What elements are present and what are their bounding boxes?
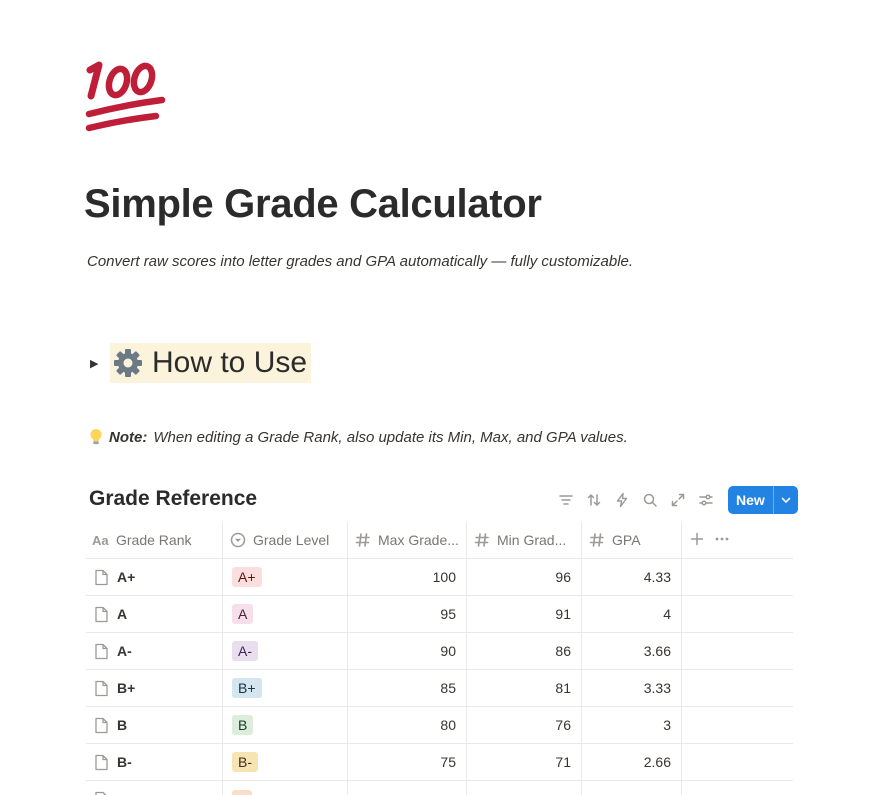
svg-text:Aa: Aa xyxy=(92,533,109,547)
grade-rank-cell[interactable] xyxy=(86,781,223,795)
min-grade-cell xyxy=(467,781,582,795)
gpa-cell[interactable]: 3.66 xyxy=(582,633,682,669)
empty-cell xyxy=(682,596,793,632)
grade-level-cell[interactable] xyxy=(223,707,348,743)
gpa-cell[interactable]: 3.33 xyxy=(582,670,682,706)
how-to-use-toggle[interactable] xyxy=(90,343,311,383)
table-row[interactable] xyxy=(86,596,793,633)
grade-reference-table xyxy=(86,522,793,795)
empty-cell xyxy=(682,707,793,743)
grade-level-tag: A- xyxy=(232,641,258,661)
column-label: GPA xyxy=(612,532,641,548)
lightbulb-icon xyxy=(89,428,103,446)
grade-level-tag: B- xyxy=(232,752,258,772)
sort-icon[interactable] xyxy=(580,486,608,514)
column-header-min-grade[interactable] xyxy=(467,522,582,558)
empty-cell xyxy=(682,744,793,780)
max-grade-cell[interactable]: 80 xyxy=(348,707,467,743)
gpa-cell xyxy=(582,781,682,795)
grade-rank-cell[interactable] xyxy=(86,670,223,706)
text-property-icon xyxy=(92,531,110,549)
gpa-cell[interactable]: 4 xyxy=(582,596,682,632)
grade-level-cell[interactable] xyxy=(223,781,348,795)
expand-icon[interactable] xyxy=(664,486,692,514)
empty-cell xyxy=(682,781,793,795)
grade-rank-cell[interactable] xyxy=(86,707,223,743)
grade-rank-cell[interactable] xyxy=(86,559,223,595)
page-title[interactable]: Simple Grade Calculator xyxy=(84,182,542,226)
min-grade-cell[interactable]: 91 xyxy=(467,596,582,632)
table-header-row xyxy=(86,522,793,559)
grade-rank-text: B- xyxy=(117,754,132,770)
database-toolbar xyxy=(552,486,798,514)
grade-level-cell[interactable] xyxy=(223,633,348,669)
max-grade-cell[interactable]: 85 xyxy=(348,670,467,706)
grade-rank-text: A- xyxy=(117,643,132,659)
column-actions xyxy=(682,522,793,558)
column-label: Grade Rank xyxy=(116,532,192,548)
table-row[interactable] xyxy=(86,559,793,596)
empty-cell xyxy=(682,559,793,595)
grade-level-tag: A xyxy=(232,604,253,624)
new-button-label[interactable]: New xyxy=(736,492,765,508)
note-text: When editing a Grade Rank, also update its Min, Max, and GPA values. xyxy=(153,428,628,446)
grade-level-tag xyxy=(232,790,252,795)
toggle-arrow-icon[interactable]: ▶ xyxy=(90,357,99,370)
min-grade-cell[interactable]: 76 xyxy=(467,707,582,743)
column-header-grade-level[interactable] xyxy=(223,522,348,558)
page-icon xyxy=(94,643,109,660)
gpa-cell[interactable]: 4.33 xyxy=(582,559,682,595)
grade-level-cell[interactable] xyxy=(223,559,348,595)
column-label: Min Grad... xyxy=(497,532,567,548)
select-property-icon xyxy=(229,531,247,549)
empty-cell xyxy=(682,670,793,706)
grade-rank-text: B xyxy=(117,717,128,733)
chevron-down-icon[interactable] xyxy=(774,486,798,514)
page-icon xyxy=(94,791,109,795)
grade-level-tag: B+ xyxy=(232,678,262,698)
column-header-grade-rank[interactable] xyxy=(86,522,223,558)
toggle-heading[interactable] xyxy=(110,343,311,383)
table-row[interactable] xyxy=(86,744,793,781)
number-property-icon xyxy=(473,531,491,549)
grade-level-tag: A+ xyxy=(232,567,262,587)
column-header-gpa[interactable] xyxy=(582,522,682,558)
grade-level-cell[interactable] xyxy=(223,744,348,780)
table-row[interactable] xyxy=(86,633,793,670)
note-callout xyxy=(89,428,628,446)
database-title[interactable]: Grade Reference xyxy=(89,487,258,510)
max-grade-cell[interactable]: 75 xyxy=(348,744,467,780)
filter-icon[interactable] xyxy=(552,486,580,514)
grade-level-cell[interactable] xyxy=(223,596,348,632)
max-grade-cell[interactable]: 95 xyxy=(348,596,467,632)
page-icon xyxy=(94,680,109,697)
page-icon xyxy=(94,717,109,734)
min-grade-cell[interactable]: 86 xyxy=(467,633,582,669)
empty-cell xyxy=(682,633,793,669)
table-row[interactable] xyxy=(86,670,793,707)
grade-level-tag: B xyxy=(232,715,253,735)
number-property-icon xyxy=(588,531,606,549)
table-row-partial[interactable] xyxy=(86,781,793,795)
search-icon[interactable] xyxy=(636,486,664,514)
table-row[interactable] xyxy=(86,707,793,744)
max-grade-cell[interactable]: 100 xyxy=(348,559,467,595)
note-label: Note: xyxy=(109,428,148,446)
min-grade-cell[interactable]: 96 xyxy=(467,559,582,595)
gpa-cell[interactable]: 2.66 xyxy=(582,744,682,780)
grade-rank-text: A xyxy=(117,606,128,622)
toggle-heading-text: How to Use xyxy=(152,346,308,379)
settings-icon[interactable] xyxy=(692,486,720,514)
page-icon xyxy=(94,754,109,771)
automation-icon[interactable] xyxy=(608,486,636,514)
grade-rank-text: A+ xyxy=(117,569,136,585)
grade-rank-cell[interactable] xyxy=(86,744,223,780)
page-icon xyxy=(94,606,109,623)
table-body xyxy=(86,559,793,781)
page-subtitle: Convert raw scores into letter grades and GPA automatically — fully customizable. xyxy=(87,253,634,270)
page-icon xyxy=(94,569,109,586)
hundred-points-icon[interactable] xyxy=(84,58,168,138)
more-options-icon[interactable] xyxy=(714,530,730,551)
max-grade-cell xyxy=(348,781,467,795)
min-grade-cell[interactable]: 71 xyxy=(467,744,582,780)
grade-rank-cell[interactable] xyxy=(86,596,223,632)
gear-icon xyxy=(112,347,144,379)
new-button[interactable] xyxy=(728,486,798,514)
column-label: Max Grade... xyxy=(378,532,459,548)
column-label: Grade Level xyxy=(253,532,330,548)
max-grade-cell[interactable]: 90 xyxy=(348,633,467,669)
grade-level-cell[interactable] xyxy=(223,670,348,706)
gpa-cell[interactable]: 3 xyxy=(582,707,682,743)
min-grade-cell[interactable]: 81 xyxy=(467,670,582,706)
column-header-max-grade[interactable] xyxy=(348,522,467,558)
grade-rank-text: B+ xyxy=(117,680,136,696)
number-property-icon xyxy=(354,531,372,549)
add-property-icon[interactable] xyxy=(690,530,704,551)
grade-rank-cell[interactable] xyxy=(86,633,223,669)
